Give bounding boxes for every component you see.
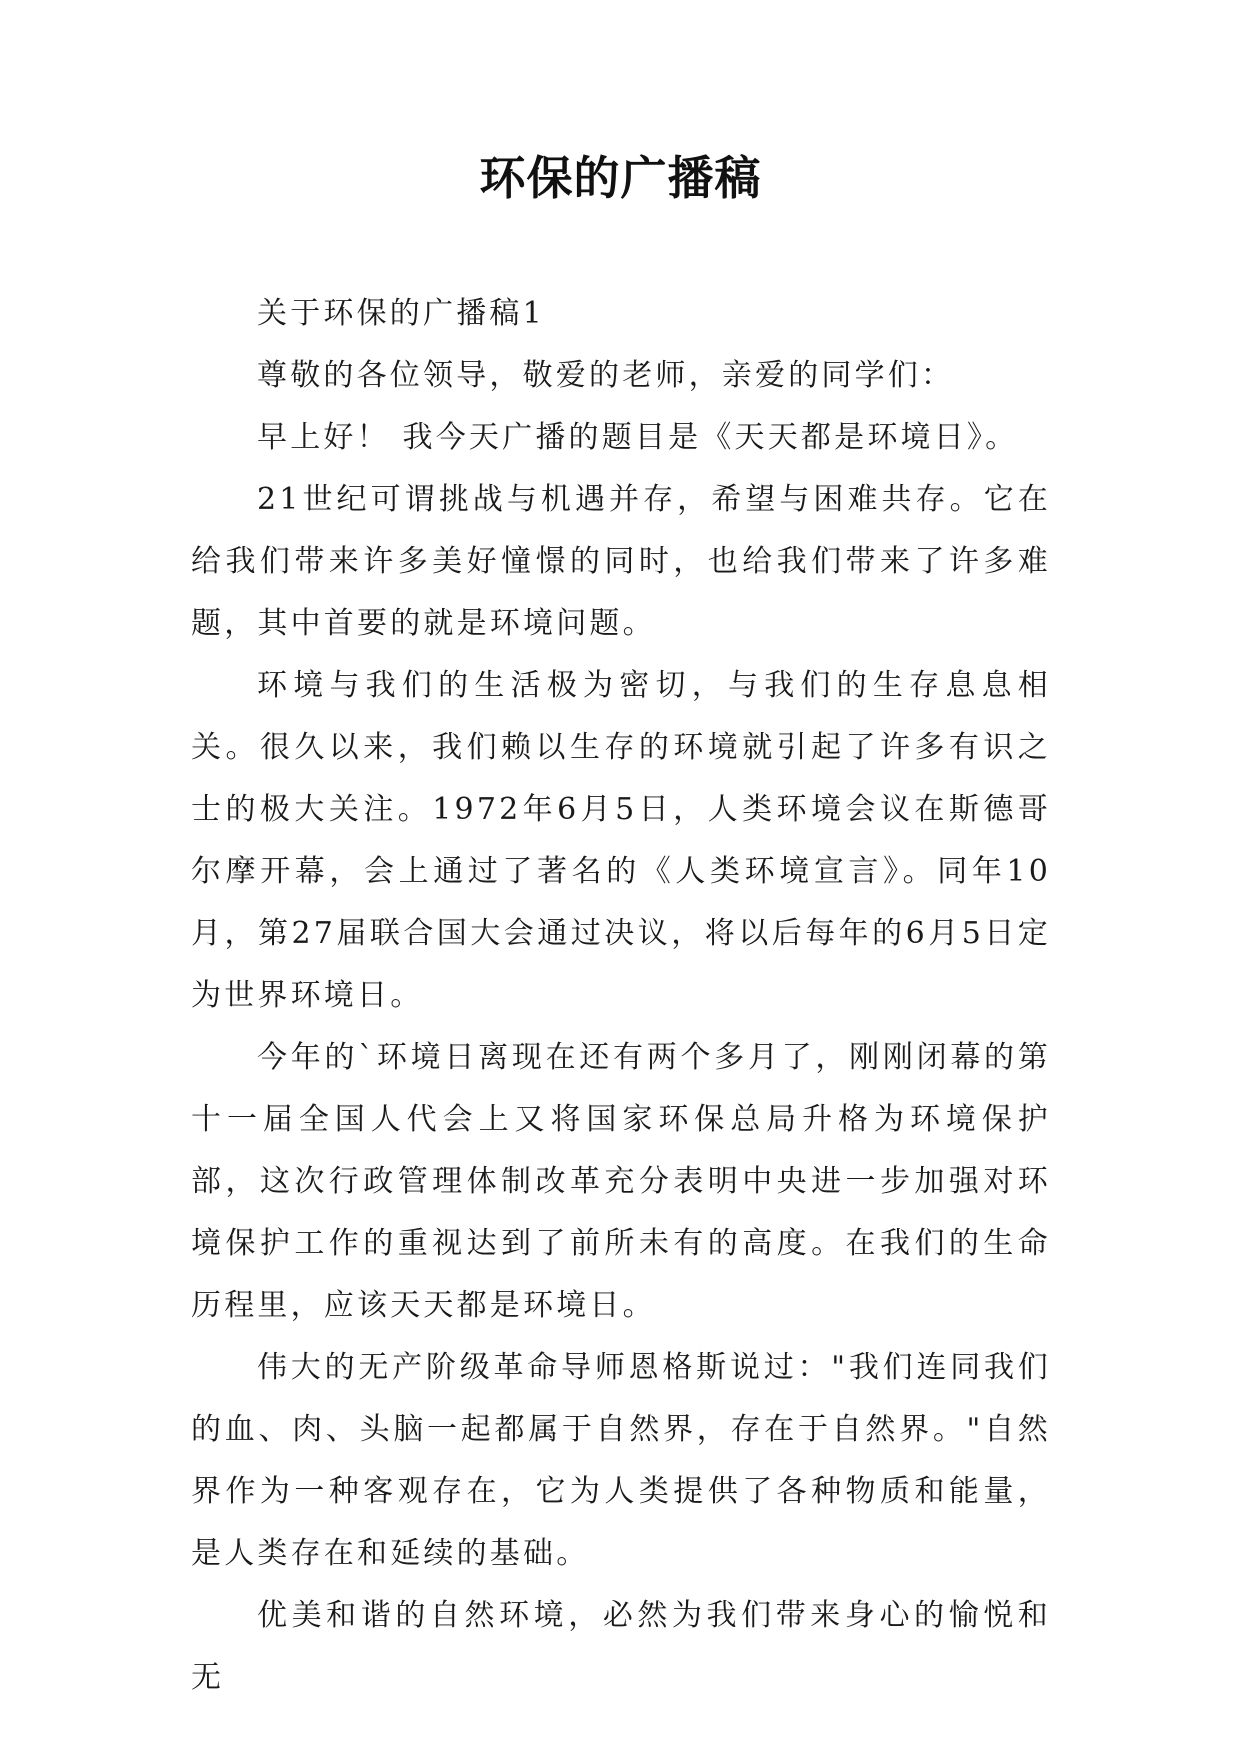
paragraph-body: 今年的`环境日离现在还有两个多月了，刚刚闭幕的第十一届全国人代会上又将国家环保总局升格为环境保护部，这次行政管理体制改革充分表明中央进一步加强对环境保护工作的重视达到了前所未有的高度。在我们的生命历程里，应该天天都是环境日。 bbox=[191, 1040, 1051, 1323]
paragraph-greeting: 早上好！ 我今天广播的题目是《天天都是环境日》。 bbox=[257, 420, 1019, 455]
paragraph-heading: 关于环保的广播稿1 bbox=[257, 296, 545, 331]
paragraph-salutation: 尊敬的各位领导，敬爱的老师，亲爱的同学们： bbox=[257, 358, 955, 393]
document-title: 环保的广播稿 bbox=[479, 151, 762, 205]
paragraph-body: 环境与我们的生活极为密切，与我们的生存息息相关。很久以来，我们赖以生存的环境就引起了许多有识之士的极大关注。1972年6月5日，人类环境会议在斯德哥尔摩开幕，会上通过了著名的《人类环境宣言》。同年10月，第27届联合国大会通过决议，将以后每年的6月5日定为世界环境日。 bbox=[191, 668, 1051, 1013]
paragraph-body: 21世纪可谓挑战与机遇并存，希望与困难共存。它在给我们带来许多美好憧憬的同时，也给我们带来了许多难题，其中首要的就是环境问题。 bbox=[191, 482, 1051, 641]
paragraph-body: 优美和谐的自然环境，必然为我们带来身心的愉悦和无 bbox=[191, 1598, 1051, 1695]
document-body bbox=[191, 283, 1051, 1709]
paragraph-body: 伟大的无产阶级革命导师恩格斯说过："我们连同我们的血、肉、头脑一起都属于自然界，存在于自然界。"自然界作为一种客观存在，它为人类提供了各种物质和能量，是人类存在和延续的基础。 bbox=[191, 1350, 1051, 1571]
